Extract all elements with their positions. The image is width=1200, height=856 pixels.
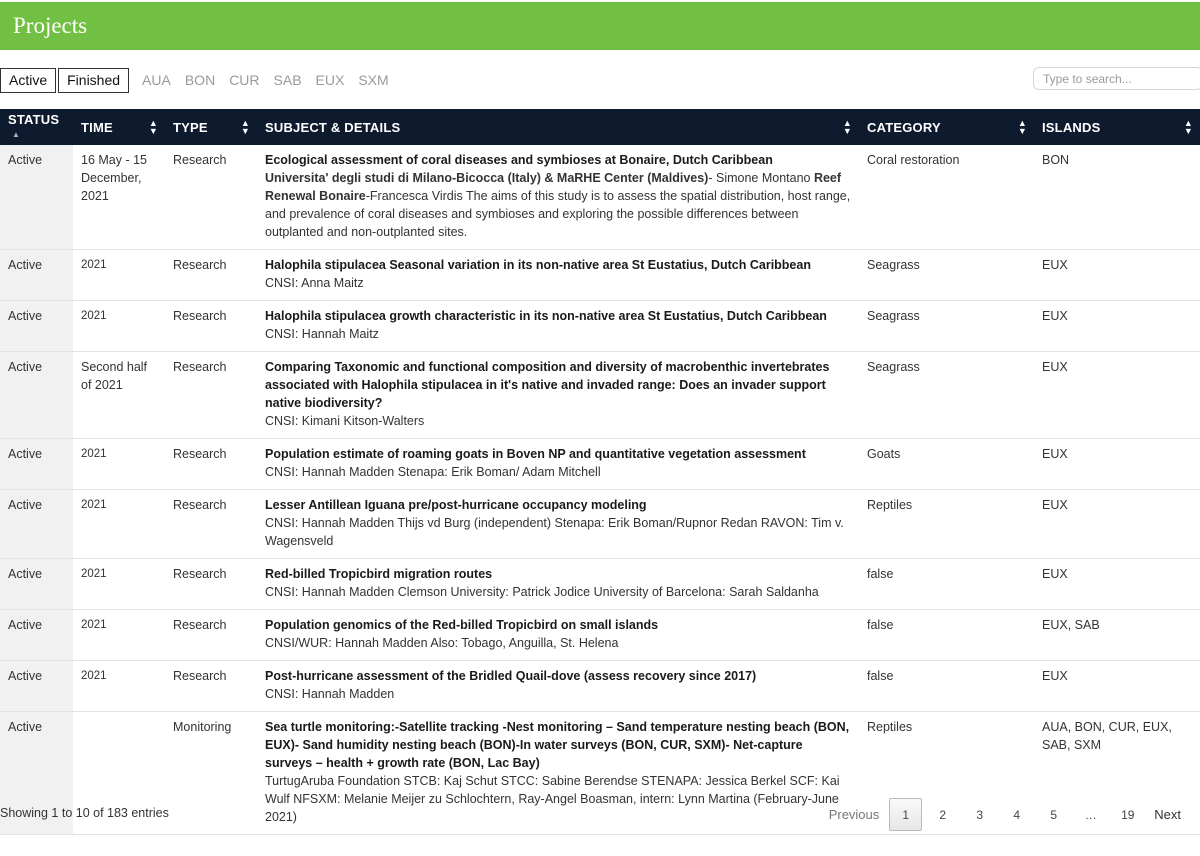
status-cell: Active — [0, 712, 73, 835]
type-cell: Research — [165, 439, 257, 490]
time-cell: 16 May - 15 December, 2021 — [73, 145, 165, 250]
status-cell: Active — [0, 490, 73, 559]
status-cell: Active — [0, 610, 73, 661]
table-row[interactable] — [0, 145, 1200, 250]
category-cell: Coral restoration — [859, 145, 1034, 250]
category-cell: false — [859, 559, 1034, 610]
category-cell: Seagrass — [859, 301, 1034, 352]
sort-icon: ▲ ▼ — [1183, 118, 1193, 136]
table-row[interactable] — [0, 250, 1200, 301]
status-cell: Active — [0, 559, 73, 610]
sort-icon: ▲ ▼ — [148, 118, 158, 136]
subject-title: Sea turtle monitoring:-Satellite tracking -Nest monitoring – Sand temperature nesting beach (BON, EUX)- Sand humidity nesting beach (BON)-In water surveys (BON, CUR, SXM)- Net-capture surveys – health + growth rate (BON, Lac Bay) — [265, 720, 850, 770]
island-filter-bon[interactable]: BON — [184, 72, 216, 88]
sort-ascending-icon: ▲ — [12, 130, 21, 139]
subject-title: Ecological assessment of coral diseases and symbioses at Bonaire, Dutch Caribbean — [265, 153, 773, 167]
islands-cell: EUX — [1034, 661, 1200, 712]
subject-details: CNSI: Hannah Madden — [265, 687, 395, 701]
column-header-status[interactable]: STATUS▲ — [0, 109, 73, 145]
type-cell: Research — [165, 301, 257, 352]
category-cell: Reptiles — [859, 490, 1034, 559]
category-cell: false — [859, 661, 1034, 712]
column-header-type[interactable]: TYPE ▲ ▼ — [165, 109, 257, 145]
search-input[interactable] — [1033, 67, 1200, 90]
islands-cell: EUX — [1034, 301, 1200, 352]
type-cell: Research — [165, 661, 257, 712]
category-cell: Goats — [859, 439, 1034, 490]
filter-finished-button[interactable]: Finished — [58, 68, 129, 93]
subject-cell — [257, 352, 859, 439]
subject-title: Red-billed Tropicbird migration routes — [265, 567, 493, 581]
islands-cell: EUX — [1034, 250, 1200, 301]
islands-cell: EUX — [1034, 490, 1200, 559]
subject-title: Halophila stipulacea Seasonal variation in its non-native area St Eustatius, Dutch Caribbean — [265, 258, 811, 272]
pagination-page-3[interactable]: 3 — [976, 807, 984, 822]
pagination-page-1[interactable]: 1 — [889, 798, 922, 831]
subject-details: CNSI: Hannah Madden Thijs vd Burg (independent) Stenapa: Erik Boman/Rupnor Redan RAVON: Tim v. Wagensveld — [265, 516, 844, 548]
time-cell: 2021 — [73, 661, 165, 712]
pagination-page-4[interactable]: 4 — [1013, 807, 1021, 822]
sort-icon: ▲ ▼ — [1017, 118, 1027, 136]
subject-details: CNSI/WUR: Hannah Madden Also: Tobago, Anguilla, St. Helena — [265, 636, 619, 650]
subject-title: Population genomics of the Red-billed Tropicbird on small islands — [265, 618, 659, 632]
time-cell: 2021 — [73, 490, 165, 559]
island-filter-sxm[interactable]: SXM — [358, 72, 389, 88]
islands-cell: BON — [1034, 145, 1200, 250]
time-cell: Second half of 2021 — [73, 352, 165, 439]
page-header — [0, 2, 1200, 50]
island-filter-cur[interactable]: CUR — [229, 72, 260, 88]
islands-cell: EUX — [1034, 352, 1200, 439]
subject-cell — [257, 490, 859, 559]
type-cell: Research — [165, 610, 257, 661]
subject-cell — [257, 661, 859, 712]
sort-icon: ▲ ▼ — [240, 118, 250, 136]
category-cell: Seagrass — [859, 250, 1034, 301]
table-body — [0, 145, 1200, 835]
status-cell: Active — [0, 352, 73, 439]
subject-details: Universita' degli studi di Milano-Bicocca (Italy) & MaRHE Center (Maldives)- Simone Montano Reef Renewal Bonaire-Francesca Virdis The aims of this study is to assess the spatial distribution, host range, and prevalence of coral diseases and symbioses and exploring the possible differences between outplanted and non-outplanted sites. — [265, 171, 851, 239]
table-row[interactable] — [0, 490, 1200, 559]
time-cell: 2021 — [73, 439, 165, 490]
table-row[interactable] — [0, 301, 1200, 352]
subject-title: Post-hurricane assessment of the Bridled Quail-dove (assess recovery since 2017) — [265, 669, 757, 683]
subject-cell — [257, 250, 859, 301]
subject-details: CNSI: Hannah Madden Clemson University: Patrick Jodice University of Barcelona: Sarah Saldanha — [265, 585, 819, 599]
column-header-islands[interactable]: ISLANDS ▲ ▼ — [1034, 109, 1200, 145]
subject-details: TurtugAruba Foundation STCB: Kaj Schut STCC: Sabine Berendse STENAPA: Jessica Berkel SCF: Kai Wulf NFSXM: Melanie Meijer zu Schlochtern, Ray-Angel Boasman, intern: Lynn Martina (February-June 2021) — [265, 774, 840, 824]
type-cell: Research — [165, 145, 257, 250]
column-header-subject[interactable]: SUBJECT & DETAILS ▲ ▼ — [257, 109, 859, 145]
time-cell: 2021 — [73, 559, 165, 610]
pagination-ellipsis: … — [1084, 807, 1097, 822]
islands-cell: EUX — [1034, 559, 1200, 610]
subject-cell — [257, 439, 859, 490]
islands-cell: AUA, BON, CUR, EUX, SAB, SXM — [1034, 712, 1200, 835]
islands-cell: EUX, SAB — [1034, 610, 1200, 661]
category-cell: false — [859, 610, 1034, 661]
table-row[interactable] — [0, 352, 1200, 439]
table-header-row — [0, 109, 1200, 145]
category-cell: Seagrass — [859, 352, 1034, 439]
subject-title: Halophila stipulacea growth characteristic in its non-native area St Eustatius, Dutch Caribbean — [265, 309, 827, 323]
subject-cell — [257, 610, 859, 661]
pagination-page-19[interactable]: 19 — [1121, 807, 1135, 822]
filter-bar — [0, 67, 392, 93]
table-row[interactable] — [0, 559, 1200, 610]
type-cell: Research — [165, 559, 257, 610]
subject-cell — [257, 301, 859, 352]
column-header-category[interactable]: CATEGORY ▲ ▼ — [859, 109, 1034, 145]
page-title: Projects — [13, 13, 88, 38]
time-cell: 2021 — [73, 250, 165, 301]
type-cell: Monitoring — [165, 712, 257, 835]
type-cell: Research — [165, 352, 257, 439]
island-filter-aua[interactable]: AUA — [142, 72, 171, 88]
subject-details: CNSI: Hannah Maitz — [265, 327, 379, 341]
subject-details: CNSI: Hannah Madden Stenapa: Erik Boman/ Adam Mitchell — [265, 465, 601, 479]
type-cell: Research — [165, 490, 257, 559]
islands-cell: EUX — [1034, 439, 1200, 490]
subject-cell — [257, 712, 859, 835]
pagination-previous[interactable]: Previous — [828, 807, 880, 822]
table-row[interactable] — [0, 439, 1200, 490]
status-cell: Active — [0, 439, 73, 490]
table-row[interactable] — [0, 610, 1200, 661]
subject-details: CNSI: Kimani Kitson-Walters — [265, 414, 425, 428]
subject-cell — [257, 145, 859, 250]
status-cell: Active — [0, 145, 73, 250]
sort-icon: ▲ ▼ — [842, 118, 852, 136]
category-cell: Reptiles — [859, 712, 1034, 835]
pagination-page-2[interactable]: 2 — [939, 807, 947, 822]
table-row[interactable] — [0, 661, 1200, 712]
entries-info: Showing 1 to 10 of 183 entries — [0, 806, 169, 820]
subject-details: CNSI: Anna Maitz — [265, 276, 364, 290]
subject-cell — [257, 559, 859, 610]
subject-title: Population estimate of roaming goats in Boven NP and quantitative vegetation assessment — [265, 447, 806, 461]
pagination-page-5[interactable]: 5 — [1050, 807, 1058, 822]
status-cell: Active — [0, 301, 73, 352]
projects-table — [0, 109, 1200, 835]
time-cell: 2021 — [73, 301, 165, 352]
type-cell: Research — [165, 250, 257, 301]
island-filter-eux[interactable]: EUX — [315, 72, 345, 88]
subject-title: Lesser Antillean Iguana pre/post-hurricane occupancy modeling — [265, 498, 647, 512]
pagination — [819, 798, 1187, 831]
island-filter-sab[interactable]: SAB — [273, 72, 302, 88]
time-cell: 2021 — [73, 610, 165, 661]
filter-active-button[interactable]: Active — [0, 68, 56, 93]
status-cell: Active — [0, 250, 73, 301]
pagination-next[interactable]: Next — [1154, 807, 1181, 822]
subject-title: Comparing Taxonomic and functional composition and diversity of macrobenthic invertebrates associated with Halophila stipulacea in it's native and invaded range: Does an invader support native biodiversity? — [265, 360, 830, 410]
column-header-time[interactable]: TIME ▲ ▼ — [73, 109, 165, 145]
status-cell: Active — [0, 661, 73, 712]
